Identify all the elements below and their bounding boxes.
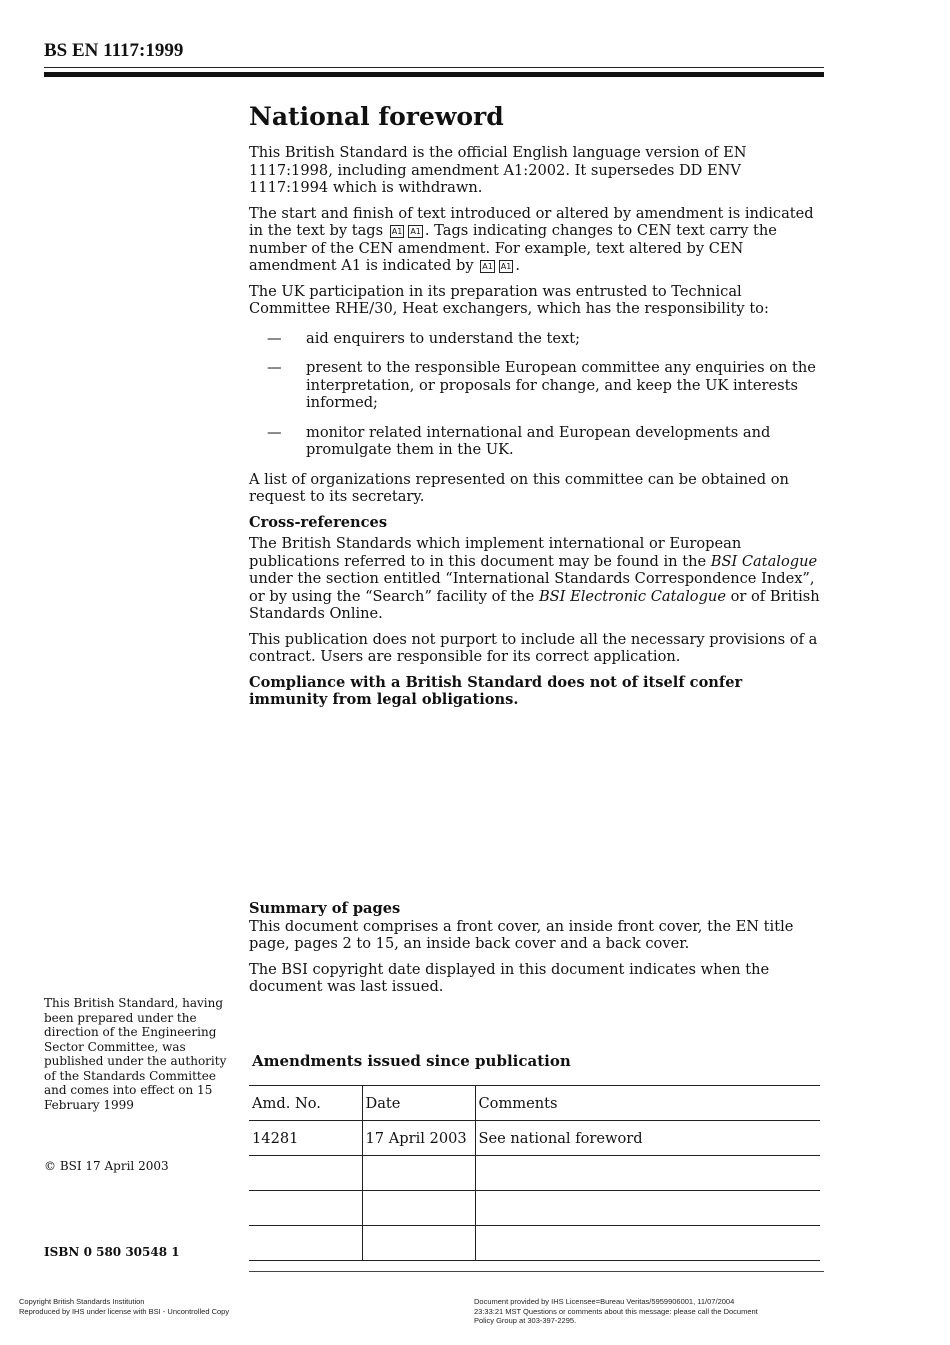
table-cell: 14281: [249, 1121, 362, 1156]
column-header: Date: [362, 1086, 475, 1121]
copyright-date-paragraph: The BSI copyright date displayed in this document indicates when the document was last issued.: [249, 960, 770, 995]
organizations-paragraph: A list of organizations represented on this committee can be obtained on request to its secretary.: [249, 470, 789, 505]
cross-references-paragraph: [249, 535, 824, 623]
list-item: [249, 330, 824, 348]
amendment-end-tag-icon: A1: [500, 262, 512, 271]
footer-provider-line: Document provided by IHS Licensee=Bureau Veritas/5959906001, 11/07/2004: [474, 1297, 735, 1306]
list-dash: —: [267, 423, 282, 441]
table-cell: [362, 1226, 475, 1261]
header-rule-thin: [44, 67, 824, 68]
column-header: Comments: [475, 1086, 820, 1121]
table-cell: [475, 1226, 820, 1261]
table-cell: [475, 1156, 820, 1191]
list-item-text: monitor related international and European developments and promulgate them in the UK.: [306, 423, 771, 458]
list-dash: —: [267, 329, 282, 347]
tags-text-b: . Tags indicating changes to CEN text carry the number of the CEN amendment. For example, text altered by CEN amendment A1 is indicated by: [249, 222, 777, 274]
amendments-title: Amendments issued since publication: [252, 1052, 571, 1070]
committee-paragraph: The UK participation in its preparation was entrusted to Technical Committee RHE/30, Heat exchangers, which has the responsibility to:: [249, 282, 769, 317]
tags-text-a: The start and finish of text introduced or altered by amendment is indicated in the text by tags: [249, 204, 814, 239]
column-header: Amd. No.: [249, 1086, 362, 1121]
publication-note: This British Standard, having been prepared under the direction of the Engineering Sector Committee, was published under the authority of the Standards Committee and comes into effect on 15 February 1999: [44, 996, 227, 1112]
list-item: [249, 359, 824, 412]
list-item-text: aid enquirers to understand the text;: [306, 329, 581, 347]
copyright-notice: © BSI 17 April 2003: [44, 1159, 169, 1173]
table-row: [249, 1226, 820, 1261]
header-rule-thick: [44, 72, 824, 77]
amendment-start-tag-icon: A1: [391, 227, 403, 236]
table-cell: [362, 1191, 475, 1226]
summary-paragraph: This document comprises a front cover, an inside front cover, the EN title page, pages 2 to 15, an inside back cover and a back cover.: [249, 917, 794, 952]
summary-of-pages-section: [249, 900, 824, 1004]
list-item-text: present to the responsible European committee any enquiries on the interpretation, or proposals for change, and keep the UK interests informed;: [306, 359, 816, 411]
page-title: National foreword: [249, 102, 504, 131]
amendment-tags-paragraph: [249, 205, 824, 275]
xref-text-b: under the section entitled “International Standards Correspondence Index”, or by using the “Search” facility of the: [249, 570, 815, 605]
list-dash: —: [267, 359, 282, 376]
footer-left: [19, 1297, 319, 1316]
bsi-electronic-catalogue-ref: BSI Electronic Catalogue: [538, 587, 726, 605]
footer-contact-line: 23:33:21 MST Questions or comments about this message: please call the Document: [474, 1306, 758, 1316]
amendment-start-tag-icon: A1: [482, 262, 493, 271]
table-row: [249, 1191, 820, 1226]
bottom-rule: [249, 1271, 824, 1272]
footer-phone-line: Policy Group at 303-397-2295.: [474, 1316, 577, 1325]
xref-text-c: or of British Standards Online.: [249, 587, 820, 622]
disclaimer-paragraph: This publication does not purport to include all the necessary provisions of a contract. Users are responsible for its correct application.: [249, 630, 818, 665]
tags-text-c: .: [515, 257, 520, 274]
table-row: [249, 1121, 820, 1156]
intro-paragraph: This British Standard is the official English language version of EN 1117:1998, including amendment A1:2002. It supersedes DD ENV 1117:1994 which is withdrawn.: [249, 144, 747, 196]
footer-right: [474, 1297, 784, 1326]
table-cell: [362, 1156, 475, 1191]
table-row: [249, 1156, 820, 1191]
table-cell: [249, 1156, 362, 1191]
compliance-statement: Compliance with a British Standard does not of itself confer immunity from legal obligations.: [249, 673, 743, 708]
xref-text-a: The British Standards which implement international or European publications referred to in this document may be found in the: [249, 535, 742, 570]
bsi-catalogue-ref: BSI Catalogue: [710, 552, 818, 570]
table-cell: 17 April 2003: [362, 1121, 475, 1156]
document-id: BS EN 1117:1999: [44, 40, 184, 61]
amendments-table: [249, 1085, 820, 1261]
isbn: ISBN 0 580 30548 1: [44, 1245, 180, 1259]
table-cell: [249, 1191, 362, 1226]
footer-copyright-line: Copyright British Standards Institution: [19, 1297, 145, 1306]
cross-references-heading: Cross-references: [249, 513, 388, 531]
amendment-end-tag-icon: A1: [410, 227, 421, 236]
table-cell: See national foreword: [475, 1121, 820, 1156]
national-foreword-section: [249, 100, 824, 717]
responsibility-list: [249, 330, 824, 459]
summary-heading: Summary of pages: [249, 900, 401, 917]
footer-license-line: Reproduced by IHS under license with BSI - Uncontrolled Copy: [19, 1306, 230, 1316]
table-header-row: [249, 1086, 820, 1121]
table-cell: [249, 1226, 362, 1261]
list-item: [249, 424, 824, 459]
table-cell: [475, 1191, 820, 1226]
